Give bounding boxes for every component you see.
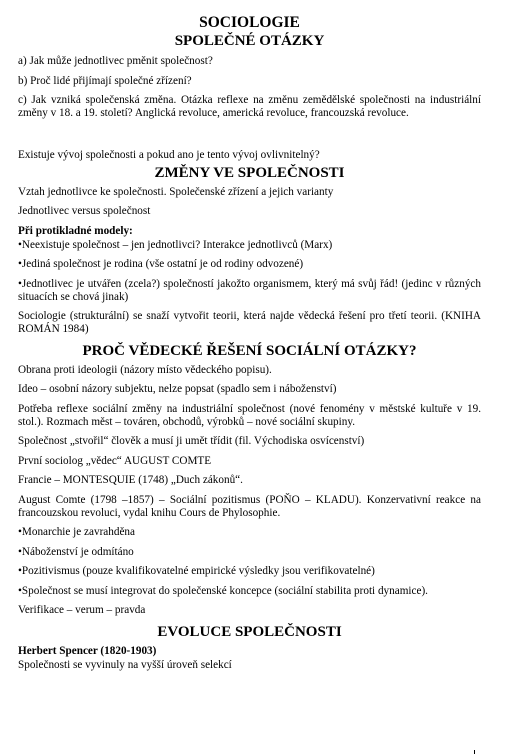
models-heading: Při protikladné modely: — [18, 224, 133, 237]
bullet-integrate: •Společnost se musí integrovat do společenské koncepce (sociální stabilita proti dynamice). — [18, 584, 428, 597]
bullet-positivism: •Pozitivismus (pouze kvalifikovatelné empirické výsledky jsou verifikovatelné) — [18, 565, 375, 577]
model-bullet-2: •Jediná společnost je rodina (vše ostatní je od rodiny odvozené) — [18, 258, 304, 270]
model-bullet-1: •Neexistuje společnost – jen jednotlivci? Interakce jednotlivců (Marx) — [18, 238, 333, 251]
sociology-note: Sociologie (strukturální) se snaží vytvořit teorii, která najde vědecká řešení pro třetí teorii. (KNIHA ROMÁN 1984) — [18, 310, 481, 335]
why-ideo: Ideo – osobní názory subjektu, nelze popsat (spadlo sem i náboženství) — [18, 383, 337, 395]
question-b: b) Proč lidé přijímají společné zřízení? — [18, 74, 192, 87]
document-subtitle: SPOLEČNÉ OTÁZKY — [174, 33, 325, 49]
changes-line-2: Jednotlivec versus společnost — [18, 205, 151, 217]
bullet-religion: •Náboženství je odmítáno — [18, 545, 134, 558]
question-c: c) Jak vzniká společenská změna. Otázka reflexe na změnu zemědělské společnosti na industriální změny v 18. a 19. století? Anglická revoluce, americká revoluce, francouzská revoluce. — [18, 94, 481, 119]
question-a: a) Jak může jednotlivec pměnit společnost? — [18, 55, 213, 67]
why-created: Společnost „stvořil“ člověk a musí ji umět třídit (fil. Východiska osvícenství) — [18, 435, 365, 447]
bullet-monarchy: •Monarchie je zavrahděna — [18, 526, 135, 538]
model-bullet-3: •Jednotlivec je utvářen (zcela?) společností jakožto organismem, který má svůj řád! (jedinc v různých situacích se chová jinak) — [18, 277, 481, 303]
why-reflex: Potřeba reflexe sociální změny na industriální společnost (nové fenomény v městské kultuře v 19. stol.). Rozmach měst – továren, obchodů, výrobků – nové sociální skupiny. — [18, 402, 481, 428]
question-existence: Existuje vývoj společnosti a pokud ano je tento vývoj ovlivnitelný? — [18, 148, 320, 161]
why-france: Francie – MONTESQUIE (1748) „Duch zákonů“. — [18, 474, 243, 486]
why-verification: Verifikace – verum – pravda — [18, 604, 146, 616]
evolution-person: Herbert Spencer (1820-1903) — [18, 644, 157, 657]
heading-changes: ZMĚNY VE SPOLEČNOSTI — [154, 164, 345, 181]
why-ideology: Obrana proti ideologii (názory místo vědeckého popisu). — [18, 363, 272, 376]
heading-why: PROČ VĚDECKÉ ŘEŠENÍ SOCIÁLNÍ OTÁZKY? — [82, 342, 417, 359]
changes-line-1: Vztah jednotlivce ke společnosti. Společenské zřízení a jejich varianty — [18, 185, 334, 198]
page-corner-mark — [474, 750, 475, 754]
heading-evolution: EVOLUCE SPOLEČNOSTI — [157, 623, 342, 640]
evolution-line: Společnosti se vyvinuly na vyšší úroveň selekcí — [18, 658, 232, 671]
why-comte: August Comte (1798 –1857) – Sociální pozitismus (POŇO – KLADU). Konzervativní reakce na francouzskou revoluci, vydal knihu Cours de Phylosophie. — [18, 493, 481, 519]
blank-gap — [18, 127, 481, 149]
document-page — [18, 14, 481, 678]
document-title: SOCIOLOGIE — [199, 14, 300, 31]
why-first-sociologist: První sociolog „vědec“ AUGUST COMTE — [18, 454, 212, 467]
